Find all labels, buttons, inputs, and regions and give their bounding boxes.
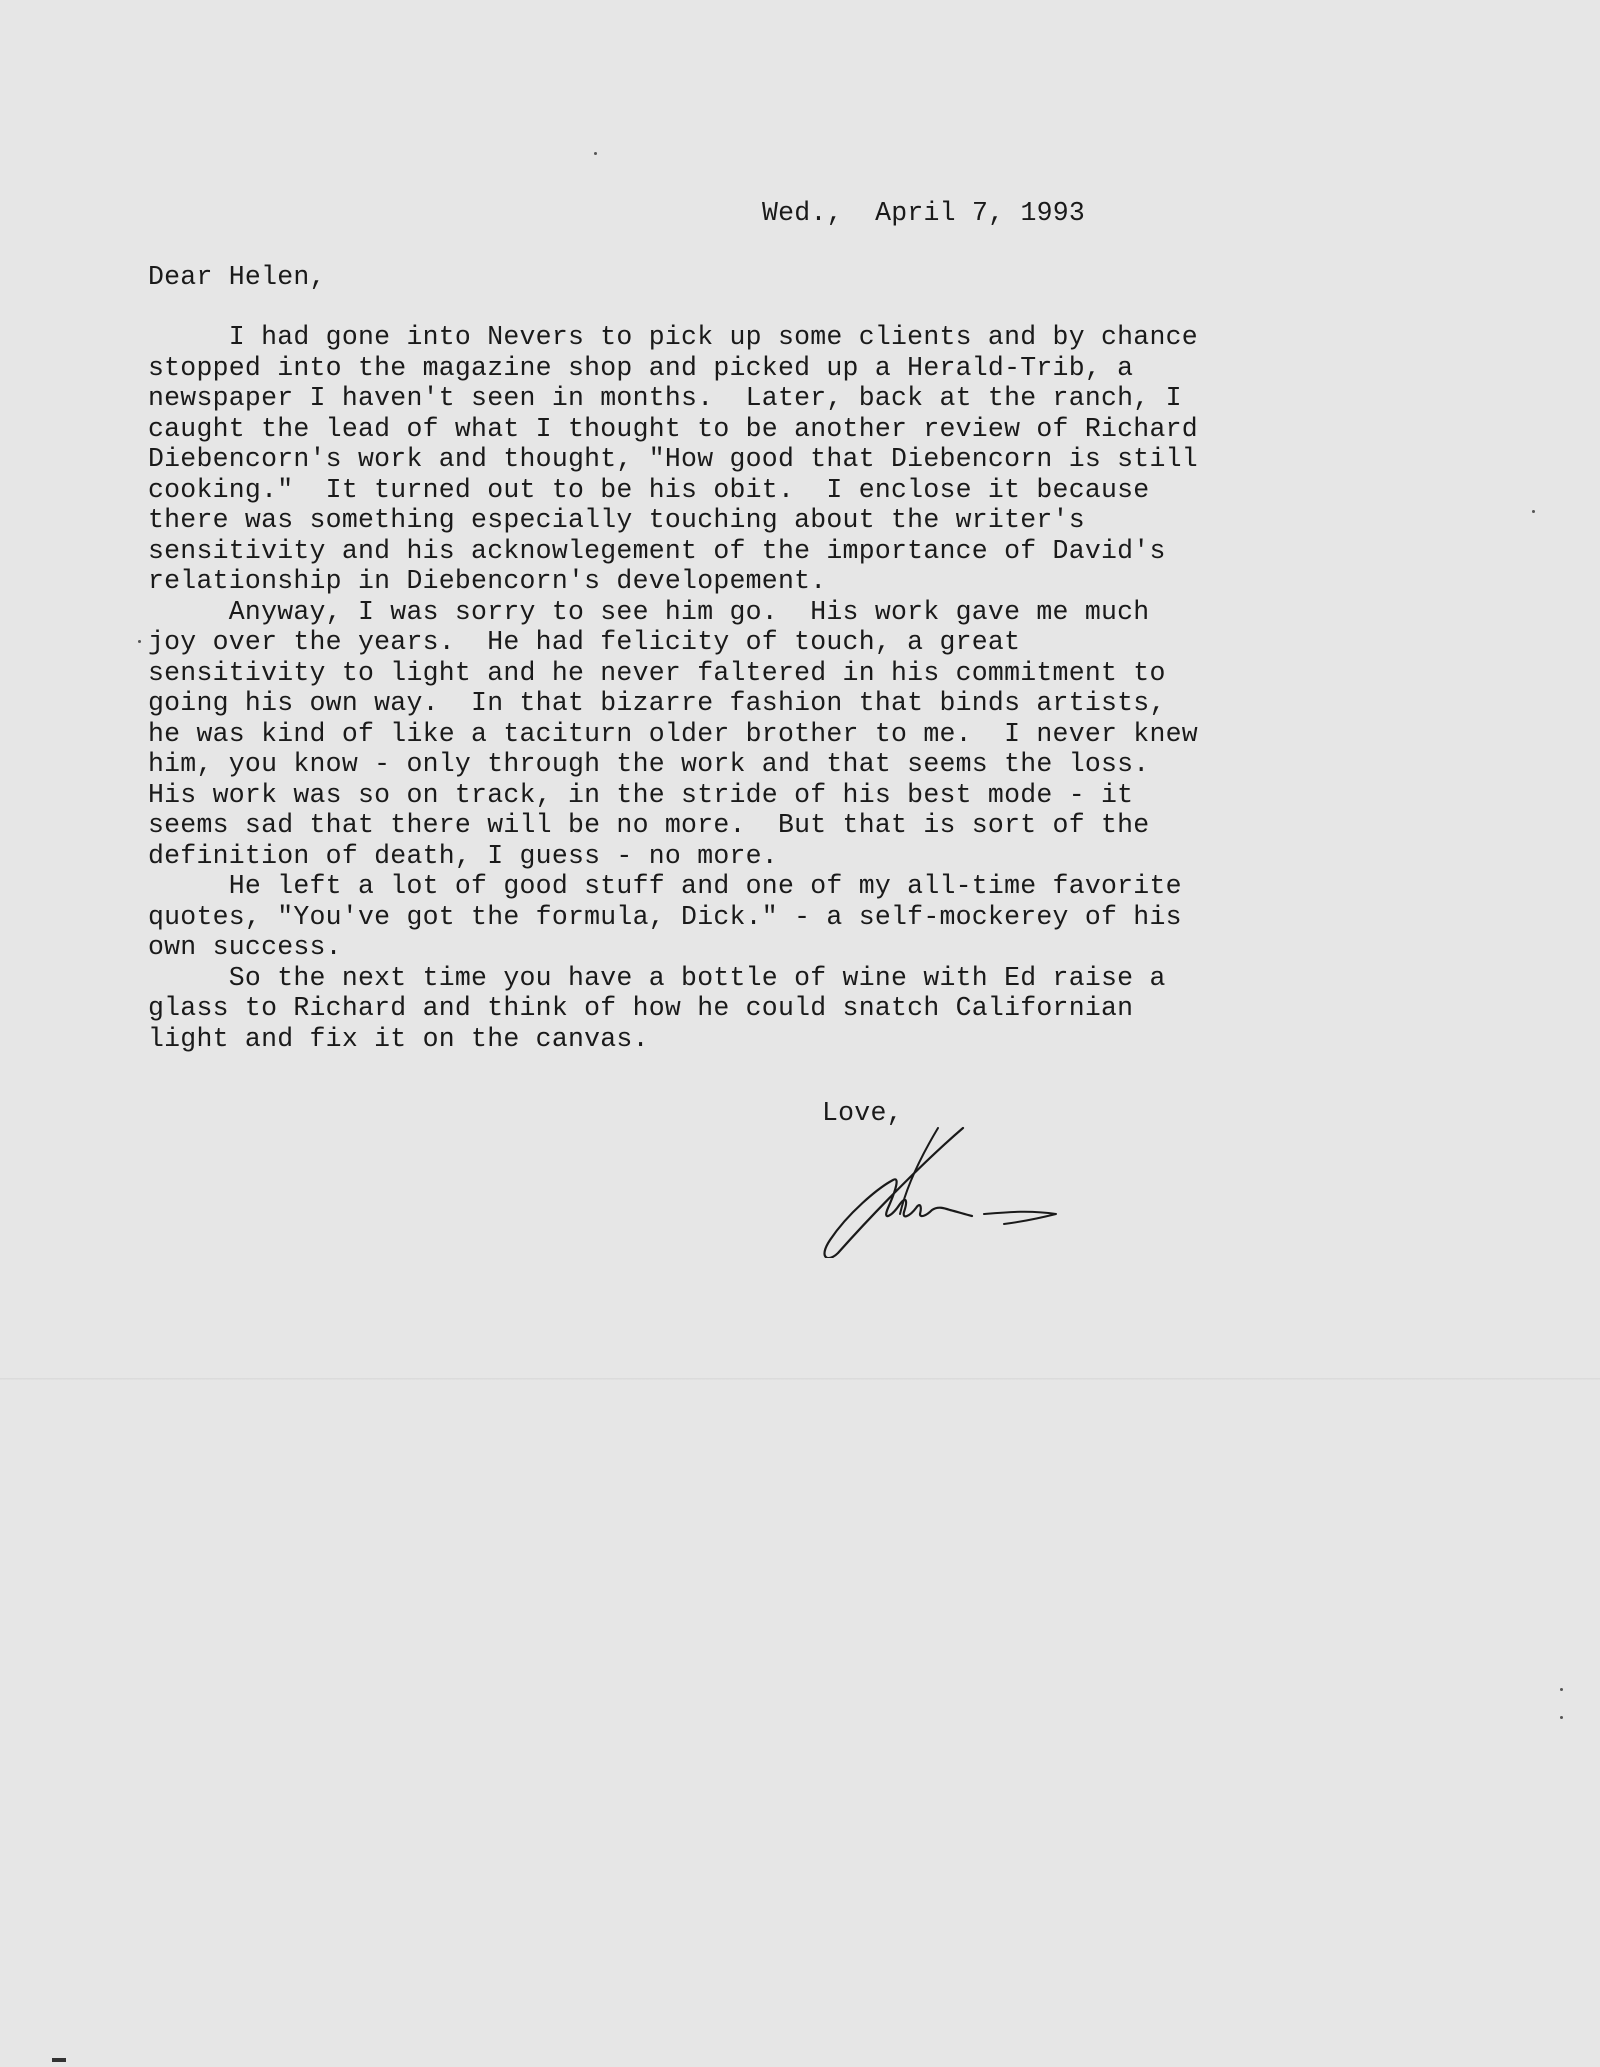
letter-line: sensitivity and his acknowlegement of the importance of David's	[148, 535, 1166, 566]
letter-line: glass to Richard and think of how he could snatch Californian	[148, 993, 1134, 1023]
letter-line: So the next time you have a bottle of wine with Ed raise a	[148, 962, 1166, 993]
letter-line: definition of death, I guess - no more.	[148, 840, 778, 871]
letter-line: relationship in Diebencorn's developement.	[148, 566, 827, 596]
letter-line: newspaper I haven't seen in months. Later, back at the ranch, I	[148, 383, 1182, 413]
letter-line: quotes, "You've got the formula, Dick." - a self-mockerey of his	[148, 901, 1182, 932]
letter-line: seems sad that there will be no more. But that is sort of the	[148, 810, 1150, 840]
letter-line: going his own way. In that bizarre fashion that binds artists,	[148, 688, 1166, 718]
letter-line: sensitivity to light and he never faltered in his commitment to	[148, 657, 1166, 688]
paper-speck	[1560, 1716, 1563, 1719]
paper-fold	[0, 1378, 1600, 1381]
scan-mark	[52, 2058, 66, 2062]
letter-line: there was something especially touching about the writer's	[148, 505, 1085, 535]
letter-line: stopped into the magazine shop and picked up a Herald-Trib, a	[148, 352, 1134, 383]
paper-speck	[1532, 510, 1535, 513]
handwritten-signature	[808, 1118, 1068, 1258]
letter-line: own success.	[148, 932, 342, 962]
letter-line: cooking." It turned out to be his obit. I enclose it because	[148, 474, 1150, 505]
letter-closing: Love,	[822, 1098, 903, 1128]
letter-line: Diebencorn's work and thought, "How good that Diebencorn is still	[148, 444, 1198, 474]
letter-line: He left a lot of good stuff and one of my all-time favorite	[148, 871, 1182, 901]
letter-line: I had gone into Nevers to pick up some clients and by chance	[148, 322, 1198, 352]
letter-line: caught the lead of what I thought to be another review of Richard	[148, 413, 1198, 444]
letter-line: him, you know - only through the work and that seems the loss.	[148, 749, 1150, 779]
letter-line: His work was so on track, in the stride of his best mode - it	[148, 779, 1134, 810]
letter-line: joy over the years. He had felicity of touch, a great	[148, 627, 1021, 657]
paper-speck	[1560, 1688, 1563, 1691]
letter-body	[148, 322, 1198, 1054]
paper-speck	[138, 640, 141, 643]
letter-salutation: Dear Helen,	[148, 262, 326, 292]
paper-speck	[594, 152, 597, 155]
letter-date: Wed., April 7, 1993	[762, 198, 1086, 228]
letter-line: light and fix it on the canvas.	[148, 1023, 649, 1054]
letter-line: he was kind of like a taciturn older brother to me. I never knew	[148, 718, 1198, 749]
letter-line: Anyway, I was sorry to see him go. His work gave me much	[148, 596, 1150, 627]
